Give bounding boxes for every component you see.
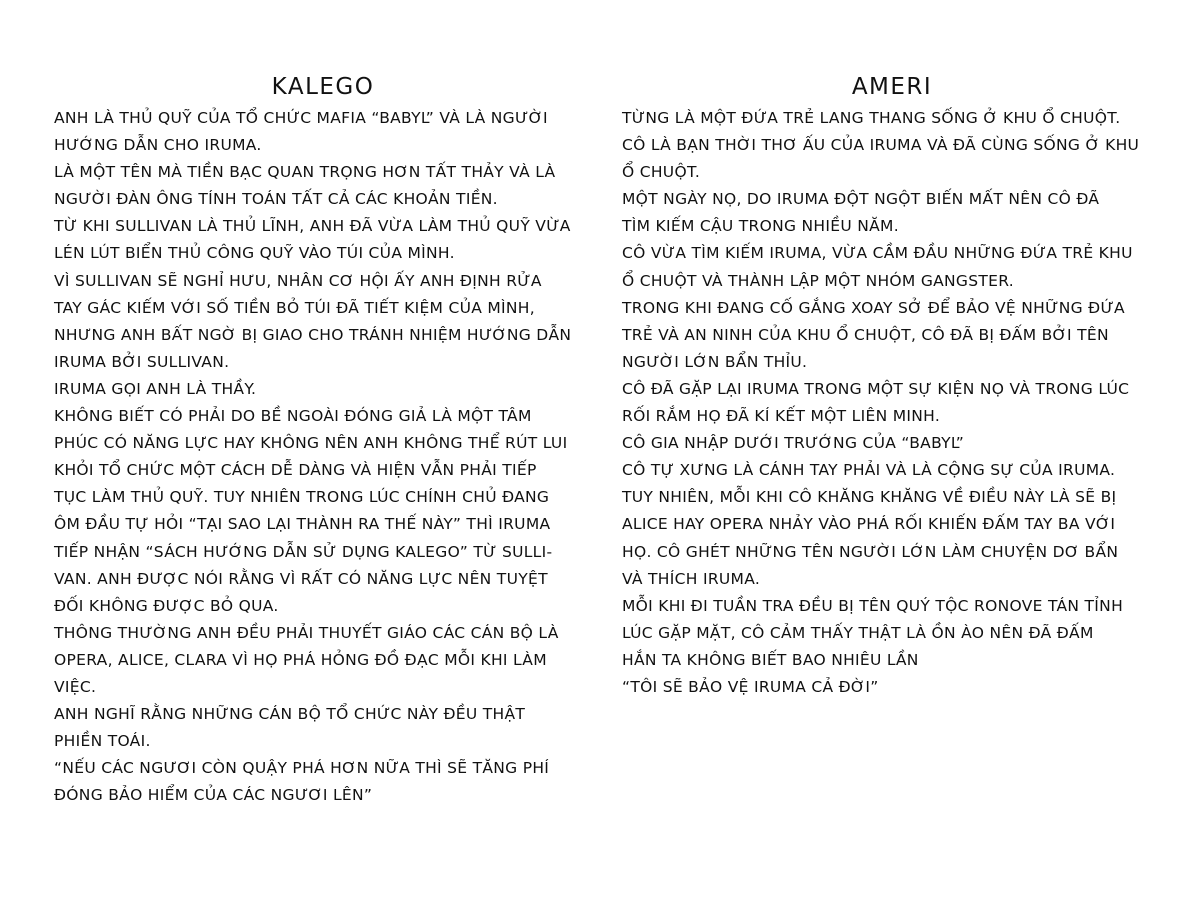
ameri-text-line: Ổ CHUỘT.	[622, 163, 701, 182]
kalego-text-line: ĐỐI KHÔNG ĐƯỢC BỎ QUA.	[54, 596, 279, 615]
kalego-text-line: TỤC LÀM THỦ QUỸ. TUY NHIÊN TRONG LÚC CHÍNH CHỦ ĐANG	[54, 488, 550, 507]
kalego-text-line: LÀ MỘT TÊN MÀ TIỀN BẠC QUAN TRỌNG HƠN TẤT THẢY VÀ LÀ	[54, 163, 556, 182]
kalego-text-line: KHỎI TỔ CHỨC MỘT CÁCH DỄ DÀNG VÀ HIỆN VẪN PHẢI TIẾP	[54, 461, 537, 480]
kalego-text-line: “NẾU CÁC NGƯƠI CÒN QUẬY PHÁ HƠN NỮA THÌ SẼ TĂNG PHÍ	[54, 759, 550, 778]
kalego-text-line: IRUMA BỞI SULLIVAN.	[54, 352, 230, 371]
kalego-text	[54, 105, 592, 809]
kalego-text-line: IRUMA GỌI ANH LÀ THẦY.	[54, 379, 257, 398]
ameri-column	[622, 72, 1162, 701]
kalego-text-line: ÔM ĐẦU TỰ HỎI “TẠI SAO LẠI THÀNH RA THẾ NÀY” THÌ IRUMA	[54, 515, 551, 534]
kalego-text-line: THÔNG THƯỜNG ANH ĐỀU PHẢI THUYẾT GIÁO CÁC CÁN BỘ LÀ	[54, 623, 559, 642]
kalego-text-line: TIẾP NHẬN “SÁCH HƯỚNG DẪN SỬ DỤNG KALEGO” TỪ SULLI-	[54, 542, 553, 561]
ameri-text-line: TRẺ VÀ AN NINH CỦA KHU Ổ CHUỘT, CÔ ĐÃ BỊ ĐẤM BỞI TÊN	[622, 325, 1109, 344]
ameri-text-line: HỌ. CÔ GHÉT NHỮNG TÊN NGƯỜI LỚN LÀM CHUYỆN DƠ BẨN	[622, 542, 1119, 561]
ameri-text-line: RỐI RẮM HỌ ĐÃ KÍ KẾT MỘT LIÊN MINH.	[622, 407, 941, 426]
kalego-text-line: LÉN LÚT BIỂN THỦ CÔNG QUỸ VÀO TÚI CỦA MÌNH.	[54, 244, 455, 263]
ameri-text-line: ALICE HAY OPERA NHẢY VÀO PHÁ RỐI KHIẾN ĐẤM TAY BA VỚI	[622, 515, 1116, 534]
kalego-text-line: VAN. ANH ĐƯỢC NÓI RẰNG VÌ RẤT CÓ NĂNG LỰC NÊN TUYỆT	[54, 569, 548, 588]
kalego-text-line: PHIỀN TOÁI.	[54, 732, 151, 751]
kalego-text-line: HƯỚNG DẪN CHO IRUMA.	[54, 136, 262, 155]
ameri-heading: AMERI	[851, 74, 933, 100]
ameri-text-line: TUY NHIÊN, MỖI KHI CÔ KHĂNG KHĂNG VỀ ĐIỀU NÀY LÀ SẼ BỊ	[622, 488, 1117, 507]
kalego-text-line: VÌ SULLIVAN SẼ NGHỈ HƯU, NHÂN CƠ HỘI ẤY ANH ĐỊNH RỬA	[54, 271, 542, 290]
ameri-text-line: LÚC GẶP MẶT, CÔ CẢM THẤY THẬT LÀ ỒN ÀO NÊN ĐÃ ĐẤM	[622, 623, 1094, 642]
kalego-text-line: ANH NGHĨ RẰNG NHỮNG CÁN BỘ TỔ CHỨC NÀY ĐỀU THẬT	[54, 705, 526, 724]
ameri-text-line: CÔ ĐÃ GẶP LẠI IRUMA TRONG MỘT SỰ KIỆN NỌ VÀ TRONG LÚC	[622, 379, 1130, 398]
ameri-text-line: TỪNG LÀ MỘT ĐỨA TRẺ LANG THANG SỐNG Ở KHU Ổ CHUỘT.	[622, 109, 1121, 127]
kalego-heading: KALEGO	[271, 74, 375, 100]
ameri-text-line: NGƯỜI LỚN BẨN THỈU.	[622, 352, 808, 371]
kalego-text-line: ĐÓNG BẢO HIỂM CỦA CÁC NGƯƠI LÊN”	[54, 786, 373, 805]
ameri-text-line: VÀ THÍCH IRUMA.	[622, 569, 761, 588]
kalego-text-line: VIỆC.	[54, 677, 97, 696]
ameri-text-line: MỖI KHI ĐI TUẦN TRA ĐỀU BỊ TÊN QUÝ TỘC RONOVE TÁN TỈNH	[622, 596, 1124, 615]
ameri-text-line: TRONG KHI ĐANG CỐ GẮNG XOAY SỞ ĐỂ BẢO VỆ NHỮNG ĐỨA	[622, 298, 1125, 317]
kalego-column	[54, 72, 592, 809]
kalego-text-line: TAY GÁC KIẾM VỚI SỐ TIỀN BỎ TÚI ĐÃ TIẾT KIỆM CỦA MÌNH,	[54, 298, 535, 317]
ameri-text	[622, 105, 1162, 701]
ameri-text-line: CÔ VỪA TÌM KIẾM IRUMA, VỪA CẦM ĐẦU NHỮNG ĐỨA TRẺ KHU	[622, 244, 1133, 263]
ameri-text-line: HẮN TA KHÔNG BIẾT BAO NHIÊU LẦN	[622, 650, 919, 669]
kalego-text-line: NGƯỜI ĐÀN ÔNG TÍNH TOÁN TẤT CẢ CÁC KHOẢN TIỀN.	[54, 190, 498, 209]
kalego-text-line: NHƯNG ANH BẤT NGỜ BỊ GIAO CHO TRÁNH NHIỆM HƯỚNG DẪN	[54, 325, 572, 344]
kalego-text-line: OPERA, ALICE, CLARA VÌ HỌ PHÁ HỎNG ĐỒ ĐẠC MỖI KHI LÀM	[54, 650, 547, 669]
ameri-text-line: “TÔI SẼ BẢO VỆ IRUMA CẢ ĐỜI”	[622, 677, 879, 696]
kalego-text-line: ANH LÀ THỦ QUỸ CỦA TỔ CHỨC MAFIA “BABYL” VÀ LÀ NGƯỜI	[54, 109, 548, 127]
kalego-text-line: TỪ KHI SULLIVAN LÀ THỦ LĨNH, ANH ĐÃ VỪA LÀM THỦ QUỸ VỪA	[54, 217, 571, 236]
ameri-text-line: MỘT NGÀY NỌ, DO IRUMA ĐỘT NGỘT BIẾN MẤT NÊN CÔ ĐÃ	[622, 190, 1100, 209]
ameri-text-line: CÔ TỰ XƯNG LÀ CÁNH TAY PHẢI VÀ LÀ CỘNG SỰ CỦA IRUMA.	[622, 461, 1116, 480]
ameri-text-line: CÔ LÀ BẠN THỜI THƠ ẤU CỦA IRUMA VÀ ĐÃ CÙNG SỐNG Ở KHU	[622, 136, 1140, 155]
ameri-text-line: Ổ CHUỘT VÀ THÀNH LẬP MỘT NHÓM GANGSTER.	[622, 271, 1014, 290]
ameri-text-line: CÔ GIA NHẬP DƯỚI TRƯỚNG CỦA “BABYL”	[622, 434, 965, 453]
kalego-text-line: PHÚC CÓ NĂNG LỰC HAY KHÔNG NÊN ANH KHÔNG THỂ RÚT LUI	[54, 434, 568, 453]
ameri-text-line: TÌM KIẾM CẬU TRONG NHIỀU NĂM.	[622, 217, 899, 236]
kalego-text-line: KHÔNG BIẾT CÓ PHẢI DO BỀ NGOÀI ĐÓNG GIẢ LÀ MỘT TÂM	[54, 407, 532, 426]
